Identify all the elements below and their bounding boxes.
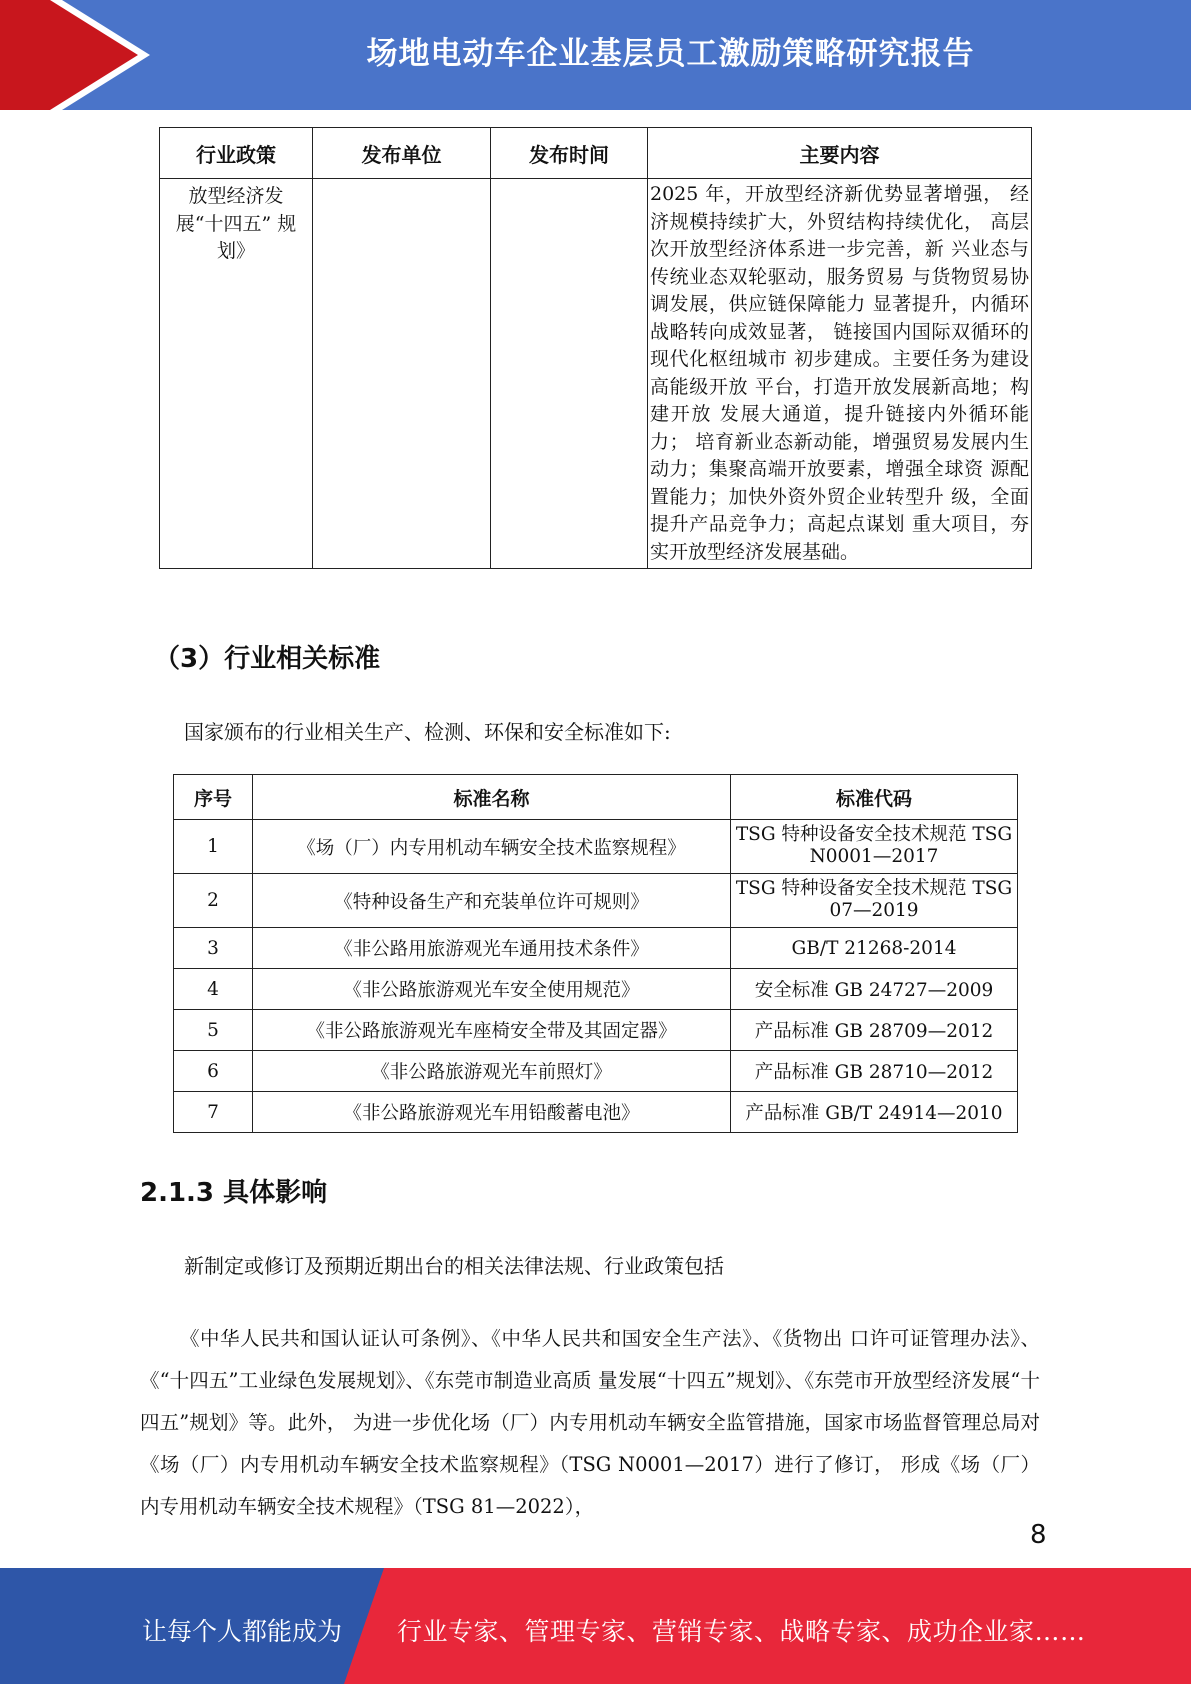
row-no: 6	[174, 1051, 253, 1092]
table-row	[174, 928, 1018, 969]
row-code	[731, 874, 1018, 928]
col-publisher: 发布单位	[313, 128, 491, 179]
table-row	[174, 1092, 1018, 1133]
col-date: 发布时间	[491, 128, 648, 179]
row-code: 产品标准 GB 28709—2012	[731, 1010, 1018, 1051]
page-number: 8	[1030, 1520, 1047, 1550]
standards-table	[173, 774, 1018, 1133]
col-content: 主要内容	[648, 128, 1032, 179]
row-name: 《非公路旅游观光车前照灯》	[253, 1051, 731, 1092]
footer-slogan-left: 让每个人都能成为	[142, 1617, 343, 1646]
row-no: 7	[174, 1092, 253, 1133]
col-no: 序号	[174, 775, 253, 820]
row-no: 3	[174, 928, 253, 969]
policy-table	[159, 127, 1032, 569]
report-title: 场地电动车企业基层员工激励策略研究报告	[366, 36, 975, 72]
date-cell	[491, 179, 648, 569]
row-code	[731, 820, 1018, 874]
policy-cell: 放型经济发 展“十四五” 规划》	[160, 179, 313, 569]
row-code: 安全标准 GB 24727—2009	[731, 969, 1018, 1010]
row-code: 产品标准 GB/T 24914—2010	[731, 1092, 1018, 1133]
standards-table-header	[174, 775, 1018, 820]
row-name: 《场（厂）内专用机动车辆安全技术监察规程》	[253, 820, 731, 874]
row-no: 5	[174, 1010, 253, 1051]
subsection-heading: 2.1.3 具体影响	[140, 1178, 328, 1208]
row-name: 《特种设备生产和充装单位许可规则》	[253, 874, 731, 928]
row-code-text: TSG 特种设备安全技术规范 TSG 07—2019	[735, 878, 1013, 921]
paragraph-intro: 新制定或修订及预期近期出台的相关法律法规、行业政策包括	[184, 1254, 724, 1278]
header-chevron-icon	[0, 0, 150, 110]
table-row	[174, 874, 1018, 928]
publisher-cell	[313, 179, 491, 569]
section-heading: （3）行业相关标准	[154, 644, 381, 674]
policy-table-header	[160, 128, 1032, 179]
page-header	[0, 0, 1191, 110]
footer-slogan-right: 行业专家、管理专家、营销专家、战略专家、成功企业家……	[397, 1617, 1086, 1646]
col-code: 标准代码	[731, 775, 1018, 820]
table-row	[174, 820, 1018, 874]
col-name: 标准名称	[253, 775, 731, 820]
row-name: 《非公路用旅游观光车通用技术条件》	[253, 928, 731, 969]
content-cell: 2025 年，开放型经济新优势显著增强， 经济规模持续扩大，外贸结构持续优化， 高层次开放型经济体系进一步完善，新 兴业态与传统业态双轮驱动，服务贸易 与货物贸易协调发展，供应链保障能力 显著提升，内循环战略转向成效显著， 链接国内国际双循环的现代化枢纽城市 初步建成。主要任务为建设高能级开放 平台，打造开放发展新高地；构建开放 发展大通道，提升链接内外循环能力； 培育新业态新动能，增强贸易发展内生 动力；集聚高端开放要素，增强全球资 源配置能力；加快外资外贸企业转型升 级，全面提升产品竞争力；高起点谋划 重大项目，夯实开放型经济发展基础。	[648, 179, 1032, 569]
table-row	[174, 1010, 1018, 1051]
section-intro: 国家颁布的行业相关生产、检测、环保和安全标准如下:	[184, 720, 671, 744]
table-row	[174, 1051, 1018, 1092]
table-row	[174, 969, 1018, 1010]
row-no: 4	[174, 969, 253, 1010]
col-policy: 行业政策	[160, 128, 313, 179]
row-no: 1	[174, 820, 253, 874]
row-name: 《非公路旅游观光车安全使用规范》	[253, 969, 731, 1010]
row-code-text: TSG 特种设备安全技术规范 TSG N0001—2017	[735, 824, 1013, 867]
row-code: GB/T 21268-2014	[731, 928, 1018, 969]
page-footer	[0, 1568, 1191, 1684]
paragraph-body: 《中华人民共和国认证认可条例》、《中华人民共和国安全生产法》、《货物出 口许可证管理办法》、《“十四五”工业绿色发展规划》、《东莞市制造业高质 量发展“十四五”规划》、《东莞市开放型经济发展“十四五”规划》等。此外， 为进一步优化场（厂）内专用机动车辆安全监管措施，国家市场监督管理总局对《场（厂）内专用机动车辆安全技术监察规程》（TSG N0001—2017）进行了修订， 形成《场（厂）内专用机动车辆安全技术规程》（TSG 81—2022），	[140, 1327, 1040, 1518]
table-row	[160, 179, 1032, 569]
row-no: 2	[174, 874, 253, 928]
row-name: 《非公路旅游观光车用铅酸蓄电池》	[253, 1092, 731, 1133]
row-name: 《非公路旅游观光车座椅安全带及其固定器》	[253, 1010, 731, 1051]
row-code: 产品标准 GB 28710—2012	[731, 1051, 1018, 1092]
